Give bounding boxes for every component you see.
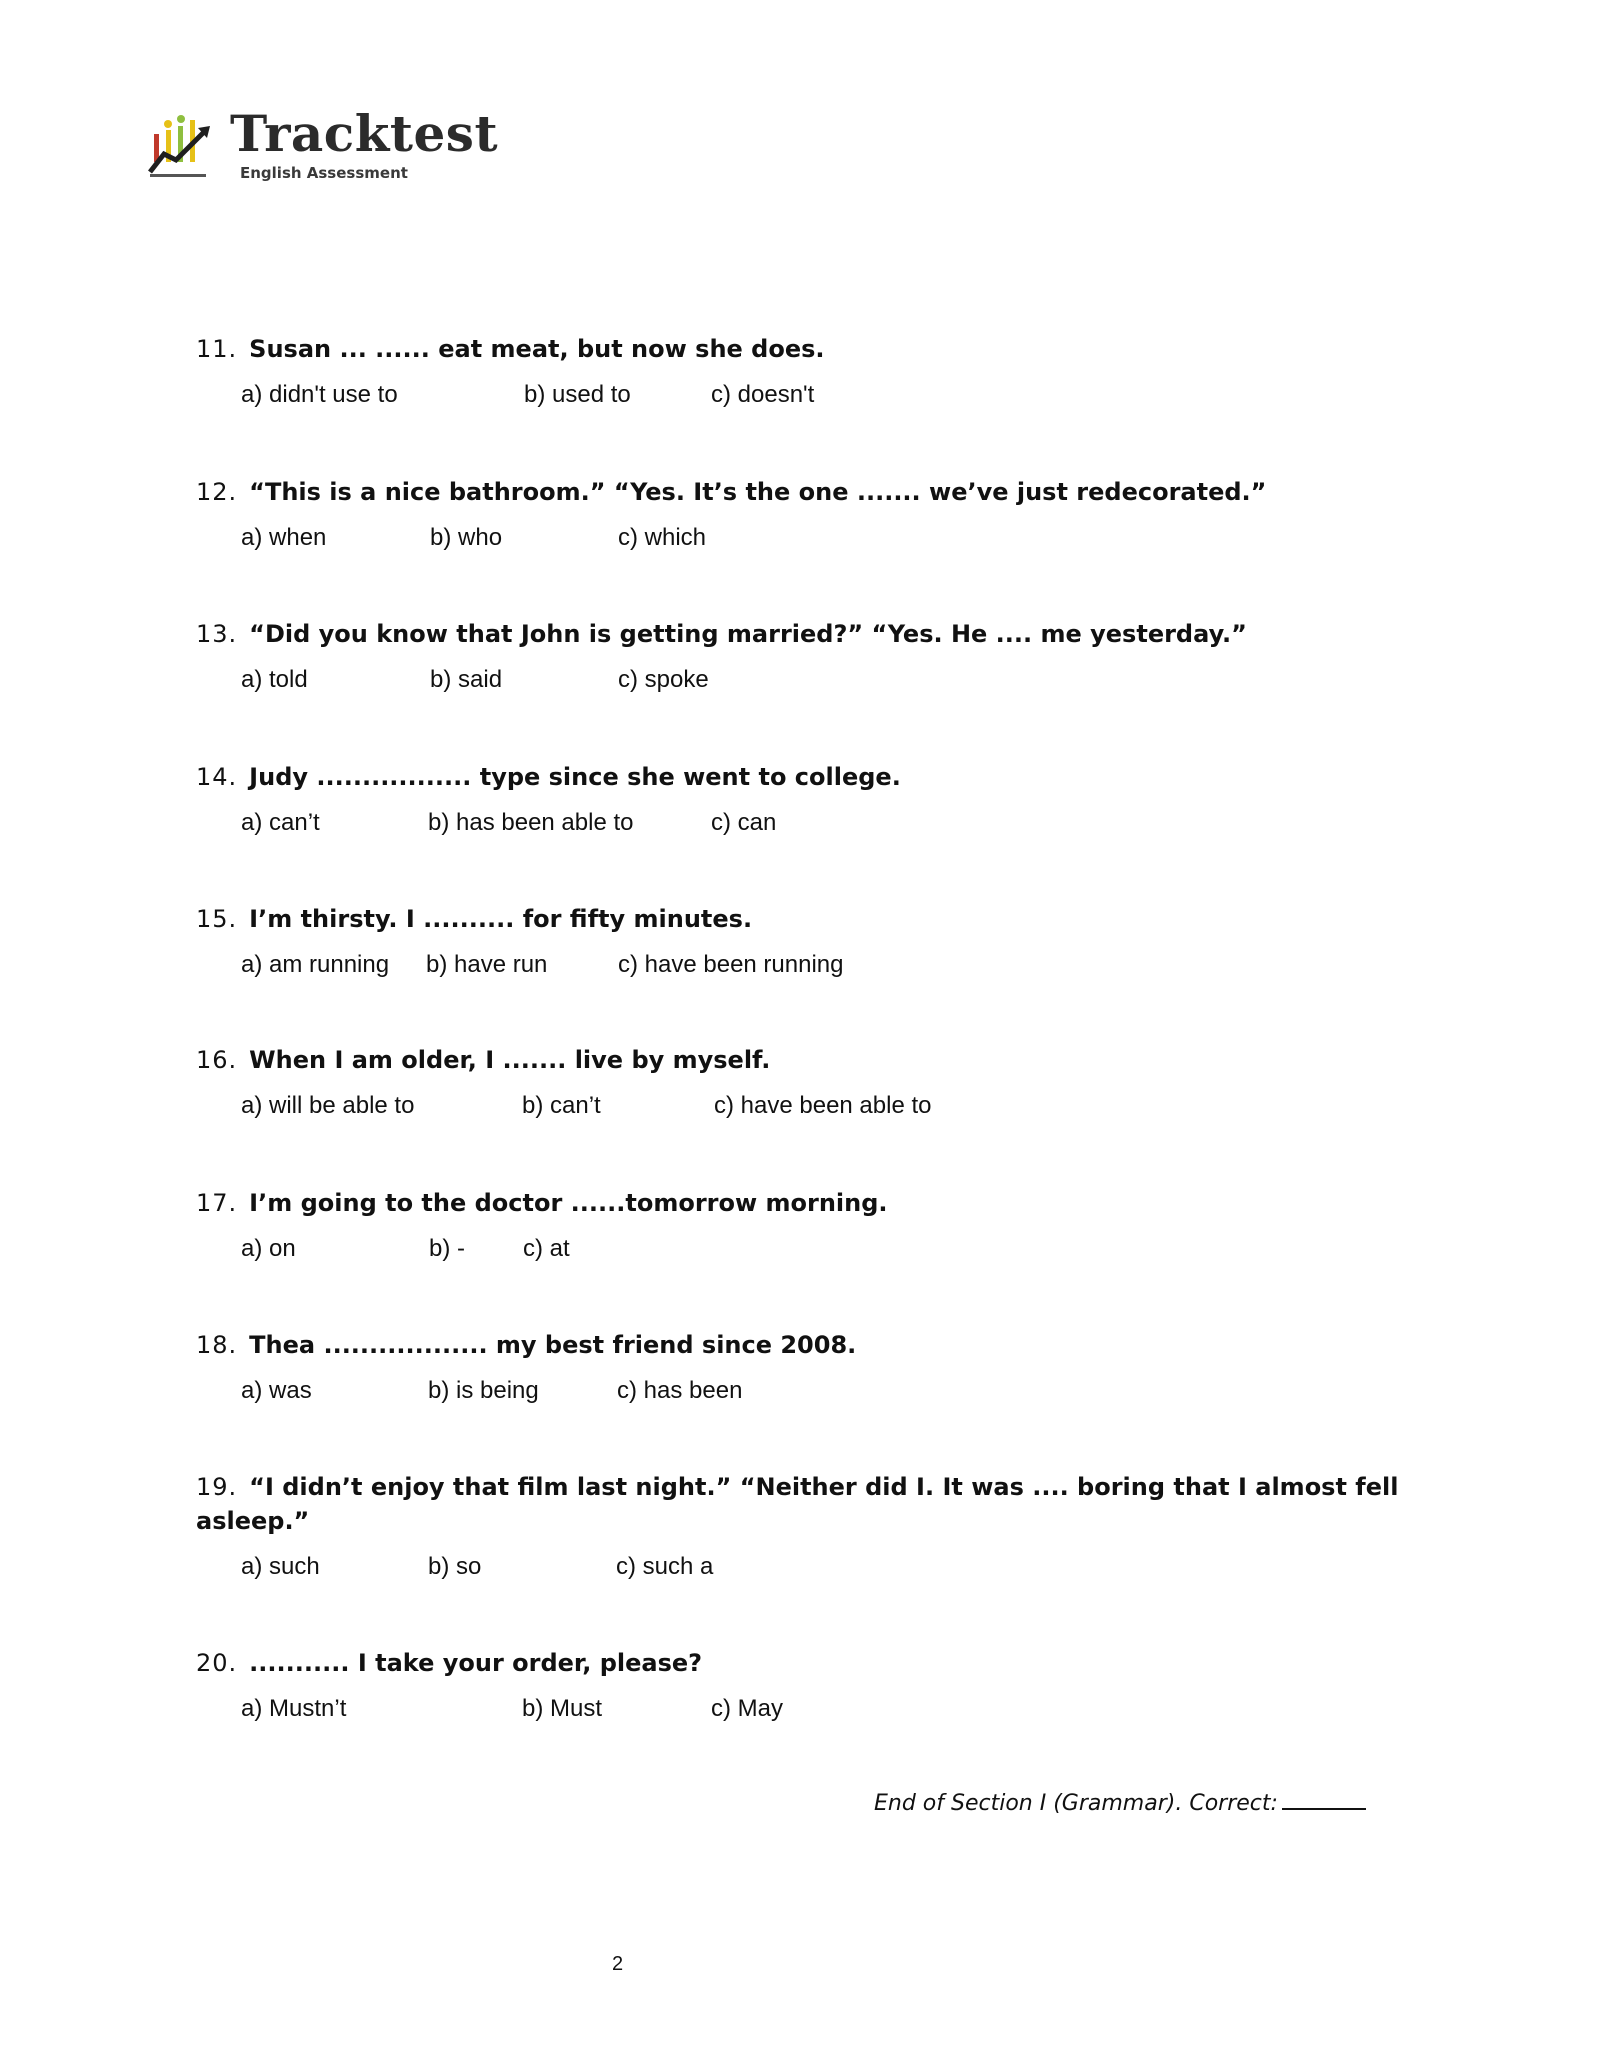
answer-options [196, 663, 1426, 697]
option-b[interactable]: b) Must [522, 1695, 603, 1722]
question-stem [196, 1186, 1426, 1220]
option-b[interactable]: b) so [428, 1553, 482, 1580]
answer-options [196, 1692, 1426, 1726]
answer-options [196, 1089, 1426, 1123]
question-number: 12. [196, 478, 238, 506]
question-number: 16. [196, 1046, 238, 1074]
correct-count-blank[interactable] [1282, 1790, 1366, 1810]
question-20 [196, 1646, 1426, 1726]
option-a[interactable]: a) was [241, 1377, 312, 1404]
option-c[interactable]: c) spoke [618, 666, 709, 693]
option-c[interactable]: c) at [523, 1235, 570, 1262]
question-number: 19. [196, 1473, 238, 1501]
question-number: 17. [196, 1189, 238, 1217]
option-b[interactable]: b) have run [426, 951, 548, 978]
option-c[interactable]: c) can [711, 809, 777, 836]
question-number: 14. [196, 763, 238, 791]
answer-options [196, 378, 1426, 412]
question-stem [196, 617, 1426, 651]
option-b[interactable]: b) - [429, 1235, 465, 1262]
question-14 [196, 760, 1426, 840]
logo-subtitle: English Assessment [240, 164, 408, 182]
answer-options [196, 1550, 1426, 1584]
option-b[interactable]: b) has been able to [428, 809, 634, 836]
answer-options [196, 1374, 1426, 1408]
question-stem [196, 760, 1426, 794]
question-number: 20. [196, 1649, 238, 1677]
option-a[interactable]: a) can’t [241, 809, 320, 836]
page-number: 2 [612, 1953, 624, 1975]
question-stem [196, 902, 1426, 936]
section-end-text: End of Section I (Grammar). Correct: [874, 1791, 1278, 1816]
option-b[interactable]: b) said [430, 666, 503, 693]
answer-options [196, 806, 1426, 840]
option-a[interactable]: a) told [241, 666, 308, 693]
option-b[interactable]: b) who [430, 524, 503, 551]
question-stem [196, 332, 1426, 366]
question-number: 18. [196, 1331, 238, 1359]
option-c[interactable]: c) has been [617, 1377, 743, 1404]
option-a[interactable]: a) Mustn’t [241, 1695, 347, 1722]
option-a[interactable]: a) on [241, 1235, 296, 1262]
question-text: When I am older, I ....... live by myself. [249, 1046, 771, 1074]
question-12 [196, 475, 1426, 555]
option-b[interactable]: b) is being [428, 1377, 539, 1404]
question-number: 11. [196, 335, 238, 363]
answer-options [196, 948, 1426, 982]
question-stem [196, 1646, 1426, 1680]
question-number: 15. [196, 905, 238, 933]
answer-options [196, 1232, 1426, 1266]
question-stem [196, 1328, 1426, 1362]
option-c[interactable]: c) have been running [618, 951, 844, 978]
question-17 [196, 1186, 1426, 1266]
question-11 [196, 332, 1426, 412]
option-a[interactable]: a) am running [241, 951, 390, 978]
option-c[interactable]: c) May [711, 1695, 783, 1722]
option-c[interactable]: c) have been able to [714, 1092, 932, 1119]
question-text: Judy ................. type since she went to college. [249, 763, 901, 791]
question-15 [196, 902, 1426, 982]
option-b[interactable]: b) used to [524, 381, 631, 408]
option-a[interactable]: a) didn't use to [241, 381, 398, 408]
tracktest-logo [148, 104, 499, 188]
answer-options [196, 521, 1426, 555]
section-end-note [874, 1790, 1366, 1816]
question-16 [196, 1043, 1426, 1123]
question-18 [196, 1328, 1426, 1408]
question-text: “I didn’t enjoy that film last night.” “Neither did I. It was .... boring that I almost fell asleep.” [196, 1473, 1399, 1535]
question-text: I’m thirsty. I .......... for fifty minutes. [249, 905, 753, 933]
logo-title: Tracktest [230, 104, 499, 163]
question-stem [196, 1043, 1426, 1077]
question-text: I’m going to the doctor ......tomorrow morning. [249, 1189, 888, 1217]
option-a[interactable]: a) when [241, 524, 327, 551]
option-c[interactable]: c) such a [616, 1553, 714, 1580]
question-text: ........... I take your order, please? [249, 1649, 703, 1677]
question-stem [196, 475, 1426, 509]
option-b[interactable]: b) can’t [522, 1092, 601, 1119]
question-text: “This is a nice bathroom.” “Yes. It’s the one ....... we’ve just redecorated.” [249, 478, 1267, 506]
option-a[interactable]: a) such [241, 1553, 320, 1580]
question-stem [196, 1470, 1426, 1538]
bar-chart-logo-icon [148, 114, 212, 180]
option-c[interactable]: c) which [618, 524, 707, 551]
question-text: Susan ... ...... eat meat, but now she does. [249, 335, 825, 363]
question-number: 13. [196, 620, 238, 648]
question-text: Thea .................. my best friend since 2008. [249, 1331, 857, 1359]
option-a[interactable]: a) will be able to [241, 1092, 415, 1119]
option-c[interactable]: c) doesn't [711, 381, 815, 408]
question-text: “Did you know that John is getting married?” “Yes. He .... me yesterday.” [249, 620, 1247, 648]
question-13 [196, 617, 1426, 697]
question-19 [196, 1470, 1426, 1584]
